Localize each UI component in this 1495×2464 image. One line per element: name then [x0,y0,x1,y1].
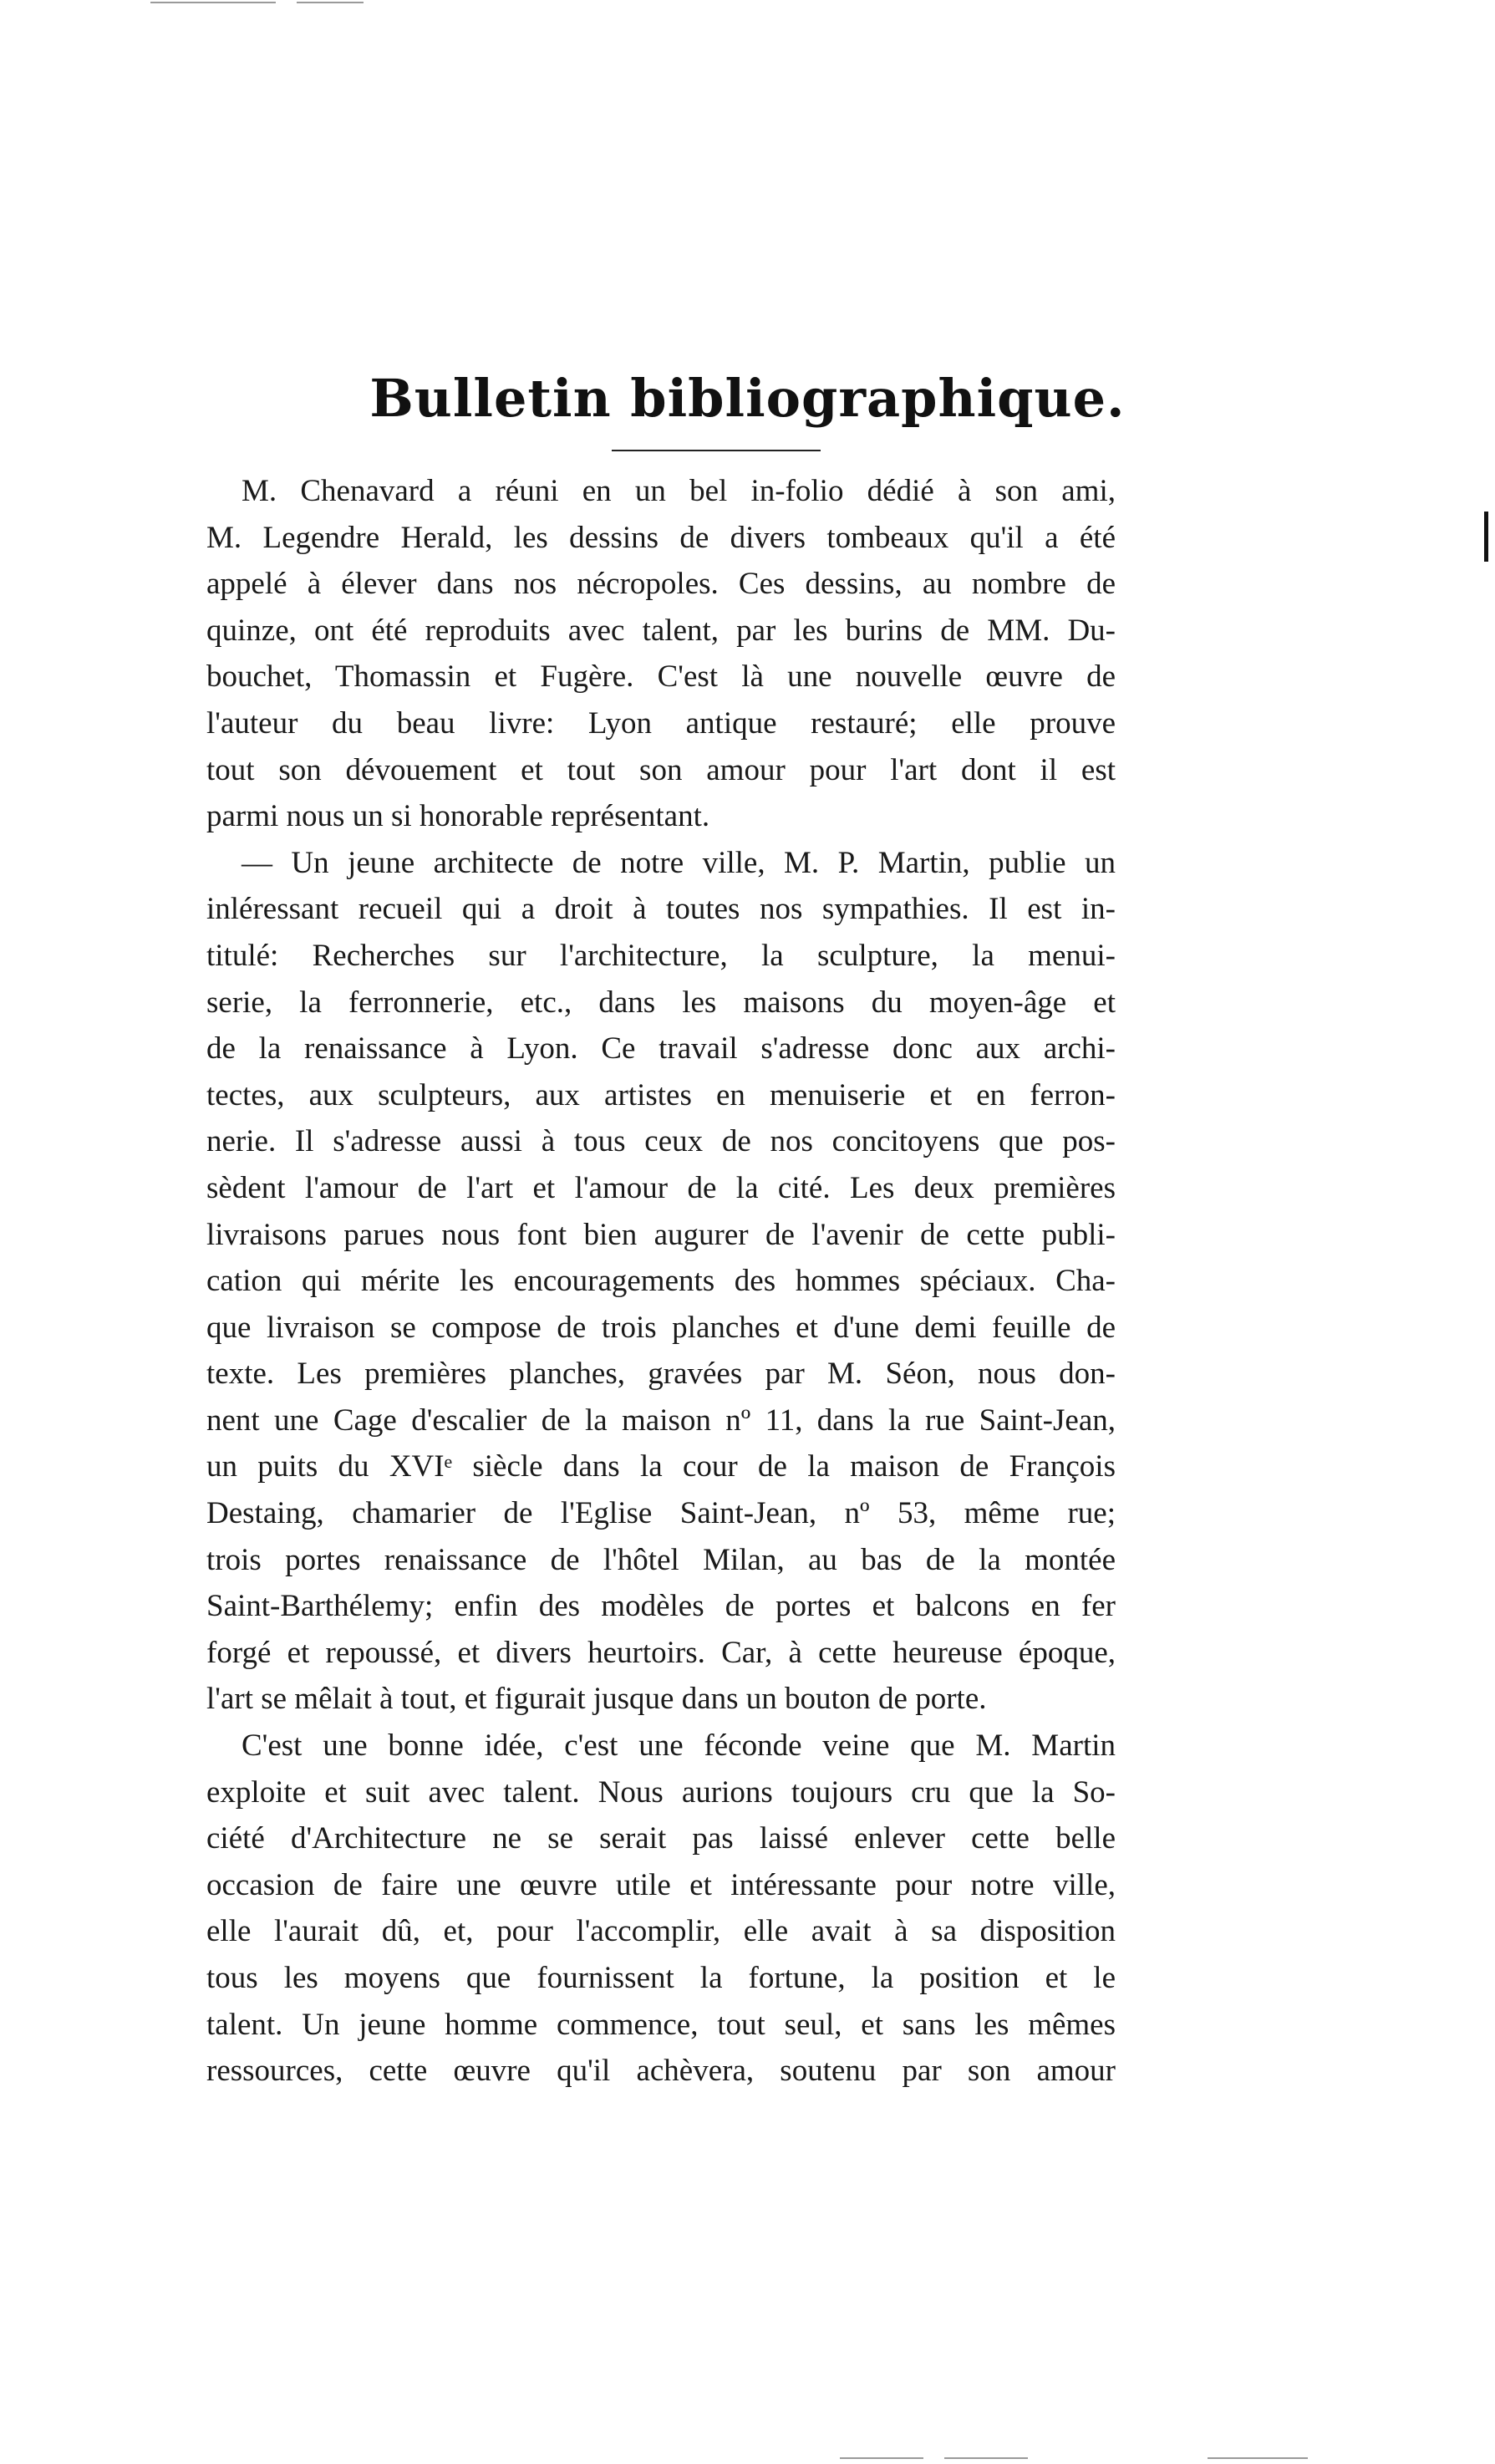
page-title: Bulletin bibliographique. [369,368,1126,429]
text-line: tectes, aux sculpteurs, aux artistes en menuiserie et en ferron- [206,1077,1116,1112]
text-line: tout son dévouement et tout son amour pour l'art dont il est [206,752,1116,787]
text-line: C'est une bonne idée, c'est une féconde veine que M. Martin [242,1728,1116,1764]
text-line: — Un jeune architecte de notre ville, M. P. Martin, publie un [242,845,1116,880]
text-line: Destaing, chamarier de l'Eglise Saint-Jean, nº 53, même rue; [206,1496,1116,1531]
text-line: l'art se mêlait à tout, et figurait jusque dans un bouton de porte. [206,1682,987,1717]
text-line: que livraison se compose de trois planches et d'une demi feuille de [206,1310,1116,1345]
text-line: l'auteur du beau livre: Lyon antique restauré; elle prouve [206,705,1116,741]
text-line: M. Chenavard a réuni en un bel in-folio dédié à son ami, [242,474,1116,508]
text-line: nent une Cage d'escalier de la maison nº 11, dans la rue Saint-Jean, [206,1403,1116,1438]
text-line: ciété d'Architecture ne se serait pas laissé enlever cette belle [206,1821,1116,1856]
article-body [206,468,1116,2095]
text-line: titulé: Recherches sur l'architecture, la sculpture, la menui- [206,938,1116,973]
text-line: sèdent l'amour de l'art et l'amour de la cité. Les deux premières [206,1170,1116,1205]
text-line: inléressant recueil qui a droit à toutes nos sympathies. Il est in- [206,892,1116,927]
text-line: occasion de faire une œuvre utile et intéressante pour notre ville, [206,1867,1116,1902]
title-divider [612,450,821,451]
text-line: texte. Les premières planches, gravées par M. Séon, nous don- [206,1357,1116,1392]
text-line: un puits du XVIᵉ siècle dans la cour de la maison de François [206,1449,1116,1484]
text-line: trois portes renaissance de l'hôtel Milan, au bas de la montée [206,1542,1116,1577]
text-line: livraisons parues nous font bien augurer de l'avenir de cette publi- [206,1217,1116,1252]
text-line: parmi nous un si honorable représentant. [206,799,710,834]
text-line: cation qui mérite les encouragements des hommes spéciaux. Cha- [206,1264,1116,1299]
text-line: exploite et suit avec talent. Nous aurions toujours cru que la So- [206,1774,1116,1810]
margin-mark [1484,512,1488,562]
text-line: quinze, ont été reproduits avec talent, par les burins de MM. Du- [206,613,1116,648]
scan-rule-top [150,2,276,3]
scan-rule-bottom-left [840,2457,923,2459]
text-line: elle l'aurait dû, et, pour l'accomplir, elle avait à sa disposition [206,1914,1116,1949]
text-line: talent. Un jeune homme commence, tout seul, et sans les mêmes [206,2007,1116,2042]
text-line: appelé à élever dans nos nécropoles. Ces dessins, au nombre de [206,567,1116,602]
text-line: M. Legendre Herald, les dessins de divers tombeaux qu'il a été [206,520,1116,555]
text-line: bouchet, Thomassin et Fugère. C'est là une nouvelle œuvre de [206,659,1116,695]
text-line: ressources, cette œuvre qu'il achèvera, soutenu par son amour [206,2054,1116,2089]
text-line: tous les moyens que fournissent la fortune, la position et le [206,1961,1116,1995]
text-line: nerie. Il s'adresse aussi à tous ceux de nos concitoyens que pos- [206,1124,1116,1159]
text-line: Saint-Barthélemy; enfin des modèles de portes et balcons en fer [206,1589,1116,1624]
text-line: forgé et repoussé, et divers heurtoirs. Car, à cette heureuse époque, [206,1635,1116,1670]
scan-rule-bottom-mid [944,2457,1028,2459]
scan-rule-bottom-right [1208,2457,1308,2459]
text-line: de la renaissance à Lyon. Ce travail s'adresse donc aux archi- [206,1031,1116,1067]
text-line: serie, la ferronnerie, etc., dans les maisons du moyen-âge et [206,985,1116,1020]
scan-rule-top-right [297,2,364,3]
